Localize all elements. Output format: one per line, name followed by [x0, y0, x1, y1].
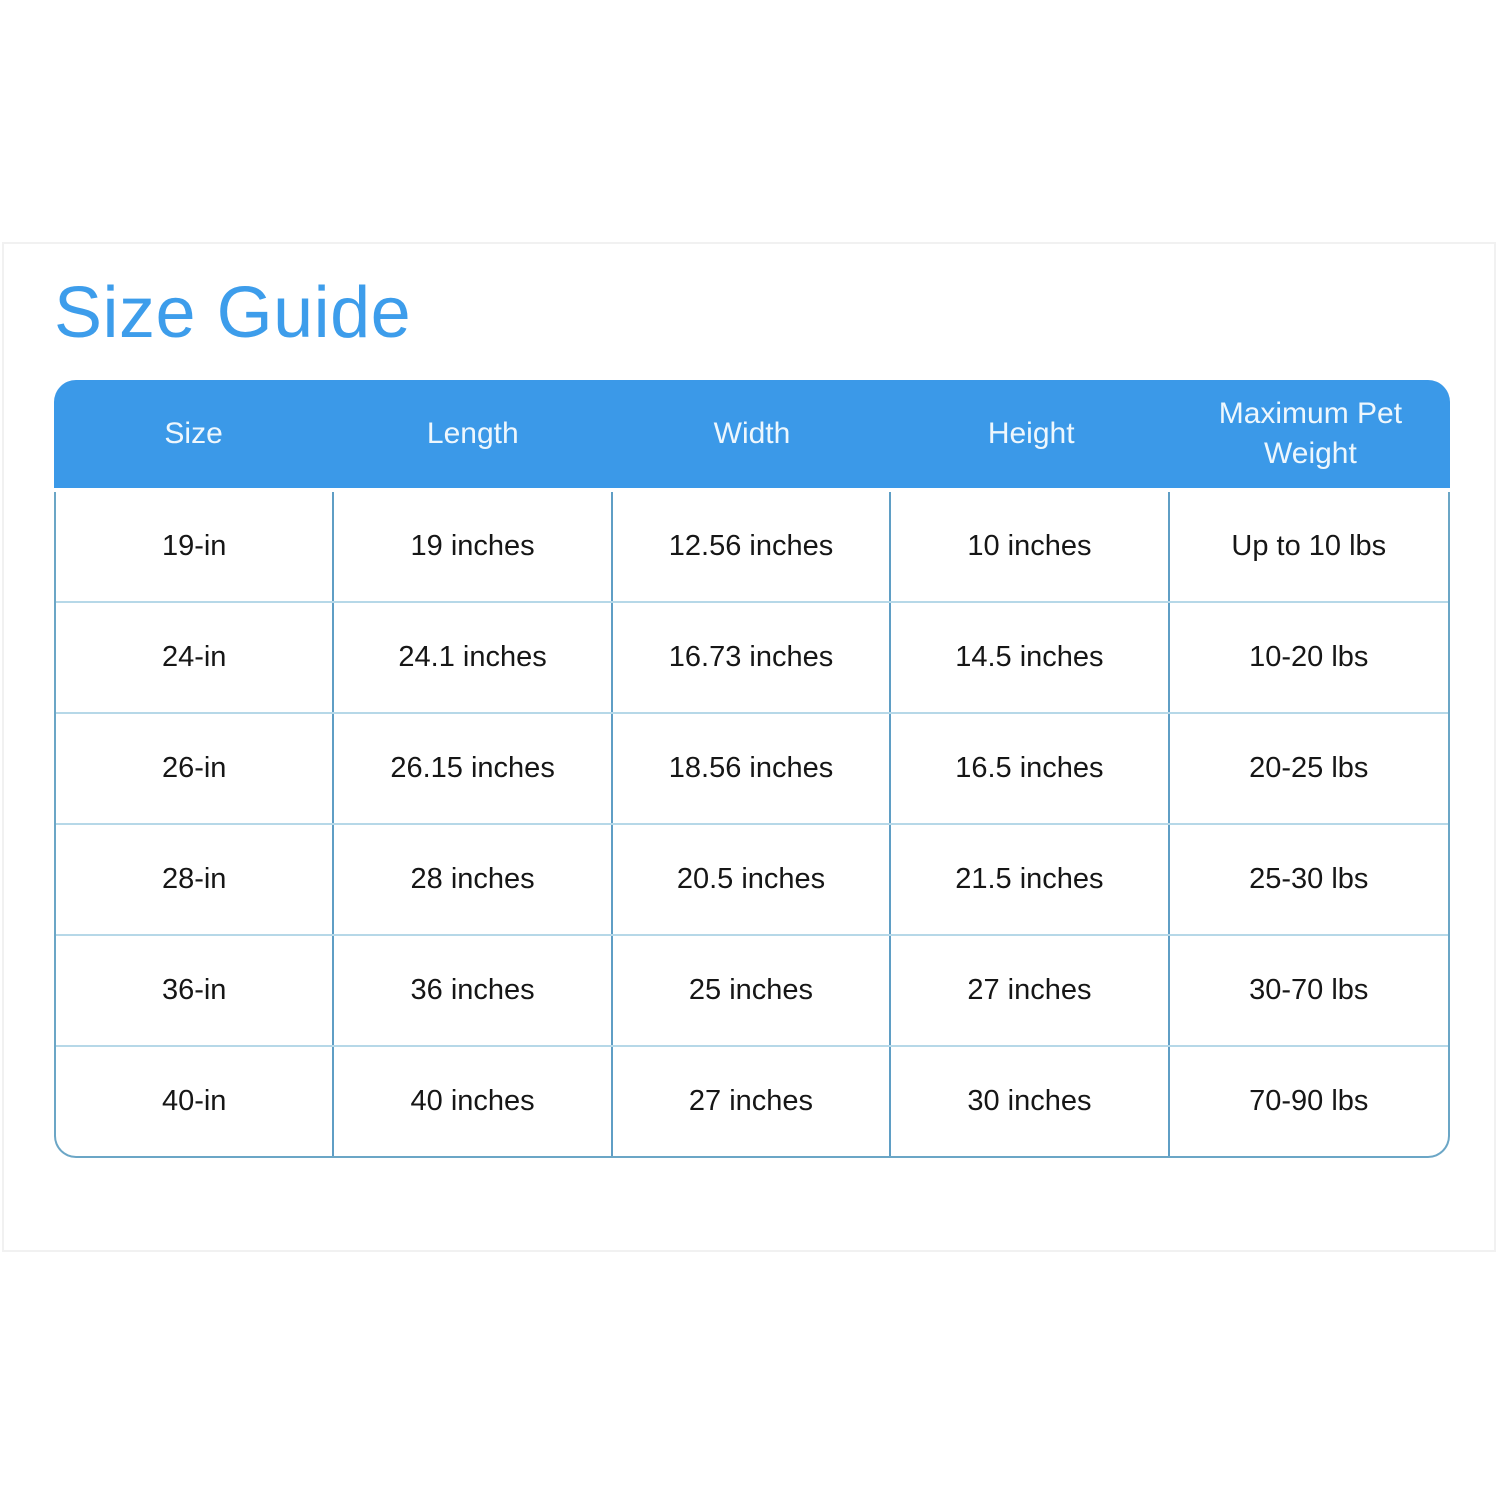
table-cell: 16.5 inches: [891, 714, 1169, 823]
table-cell: 21.5 inches: [891, 825, 1169, 934]
table-cell: 27 inches: [613, 1047, 891, 1156]
table-cell: 26-in: [56, 714, 334, 823]
table-cell: 10-20 lbs: [1249, 641, 1369, 673]
table-cell: 30 inches: [891, 1047, 1169, 1156]
table-row: [56, 714, 1448, 825]
table-cell: 30-70 lbs: [1249, 974, 1369, 1006]
table-cell: 25 inches: [613, 936, 891, 1045]
size-table-body: [54, 492, 1450, 1158]
table-cell: 40-in: [56, 1047, 334, 1156]
column-header-length: Length: [426, 417, 519, 450]
table-cell: 16.73 inches: [613, 603, 891, 712]
size-table: [54, 380, 1450, 1158]
table-cell: 28 inches: [334, 825, 612, 934]
table-row: [56, 1047, 1448, 1156]
table-cell: Up to 10 lbs: [1231, 530, 1387, 562]
table-cell: 28-in: [56, 825, 334, 934]
table-cell: 24-in: [56, 603, 334, 712]
size-guide-card: [2, 242, 1496, 1252]
table-cell: 70-90 lbs: [1249, 1085, 1369, 1117]
table-cell: 26.15 inches: [334, 714, 612, 823]
size-table-header: [54, 380, 1450, 488]
table-cell: 24.1 inches: [334, 603, 612, 712]
table-cell: 36 inches: [334, 936, 612, 1045]
page-title: Size Guide: [54, 273, 412, 353]
table-cell: 36-in: [56, 936, 334, 1045]
table-cell: 12.56 inches: [613, 492, 891, 601]
table-cell: 18.56 inches: [613, 714, 891, 823]
column-header-width: Width: [713, 417, 791, 450]
table-cell: 27 inches: [891, 936, 1169, 1045]
table-cell: 20-25 lbs: [1249, 752, 1369, 784]
table-row: [56, 825, 1448, 936]
table-cell: 10 inches: [891, 492, 1169, 601]
table-cell: 20.5 inches: [613, 825, 891, 934]
table-cell: 19-in: [56, 492, 334, 601]
column-header-height: Height: [987, 417, 1075, 450]
table-cell: 19 inches: [334, 492, 612, 601]
table-row: [56, 492, 1448, 603]
table-cell: 25-30 lbs: [1249, 863, 1369, 895]
table-row: [56, 603, 1448, 714]
table-row: [56, 936, 1448, 1047]
table-cell: 40 inches: [334, 1047, 612, 1156]
column-header-size: Size: [164, 417, 223, 450]
table-cell: 14.5 inches: [891, 603, 1169, 712]
column-header-max-pet-weight: Maximum Pet Weight: [1218, 397, 1403, 470]
